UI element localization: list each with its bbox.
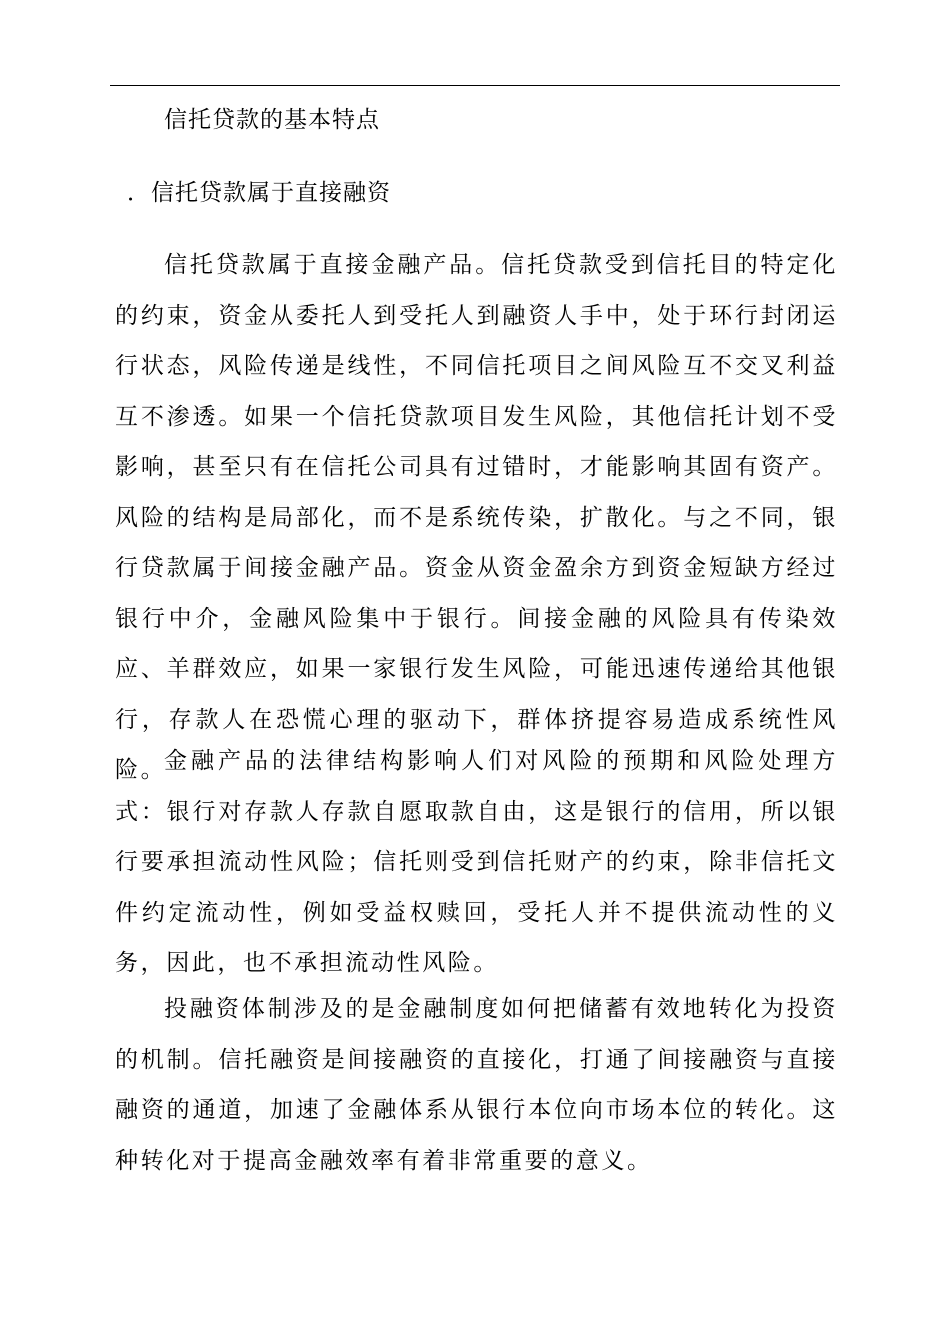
body-paragraph-3: 投融资体制涉及的是金融制度如何把储蓄有效地转化为投资的机制。信托融资是间接融资的直接化，打通了间接融资与直接融资的通道，加速了金融体系从银行本位向市场本位的转化。这种转化对于提高金融效率有着非常重要的意义。 <box>115 996 838 1174</box>
subsection-heading: ．信托贷款属于直接融资 <box>127 180 391 206</box>
body-paragraph-2: 金融产品的法律结构影响人们对风险的预期和风险处理方式：银行对存款人存款自愿取款自由，这是银行的信用，所以银行要承担流动性风险；信托则受到信托财产的约束，除非信托文件约定流动性，例如受益权赎回，受托人并不提供流动性的义务，因此，也不承担流动性风险。 <box>115 748 838 976</box>
body-paragraph-1: 信托贷款属于直接金融产品。信托贷款受到信托目的特定化的约束，资金从委托人到受托人到融资人手中，处于环行封闭运行状态，风险传递是线性，不同信托项目之间风险互不交叉利益互不渗透。如果一个信托贷款项目发生风险，其他信托计划不受影响，甚至只有在信托公司具有过错时，才能影响其固有资产。风险的结构是局部化，而不是系统传染，扩散化。与之不同，银行贷款属于间接金融产品。资金从资金盈余方到资金短缺方经过银行中介，金融风险集中于银行。间接金融的风险具有传染效应、羊群效应，如果一家银行发生风险，可能迅速传递给其他银行，存款人在恐慌心理的驱动下，群体挤提容易造成系统性风险。 <box>115 252 838 783</box>
header-rule <box>110 85 840 86</box>
section-heading: 信托贷款的基本特点 <box>164 107 380 133</box>
